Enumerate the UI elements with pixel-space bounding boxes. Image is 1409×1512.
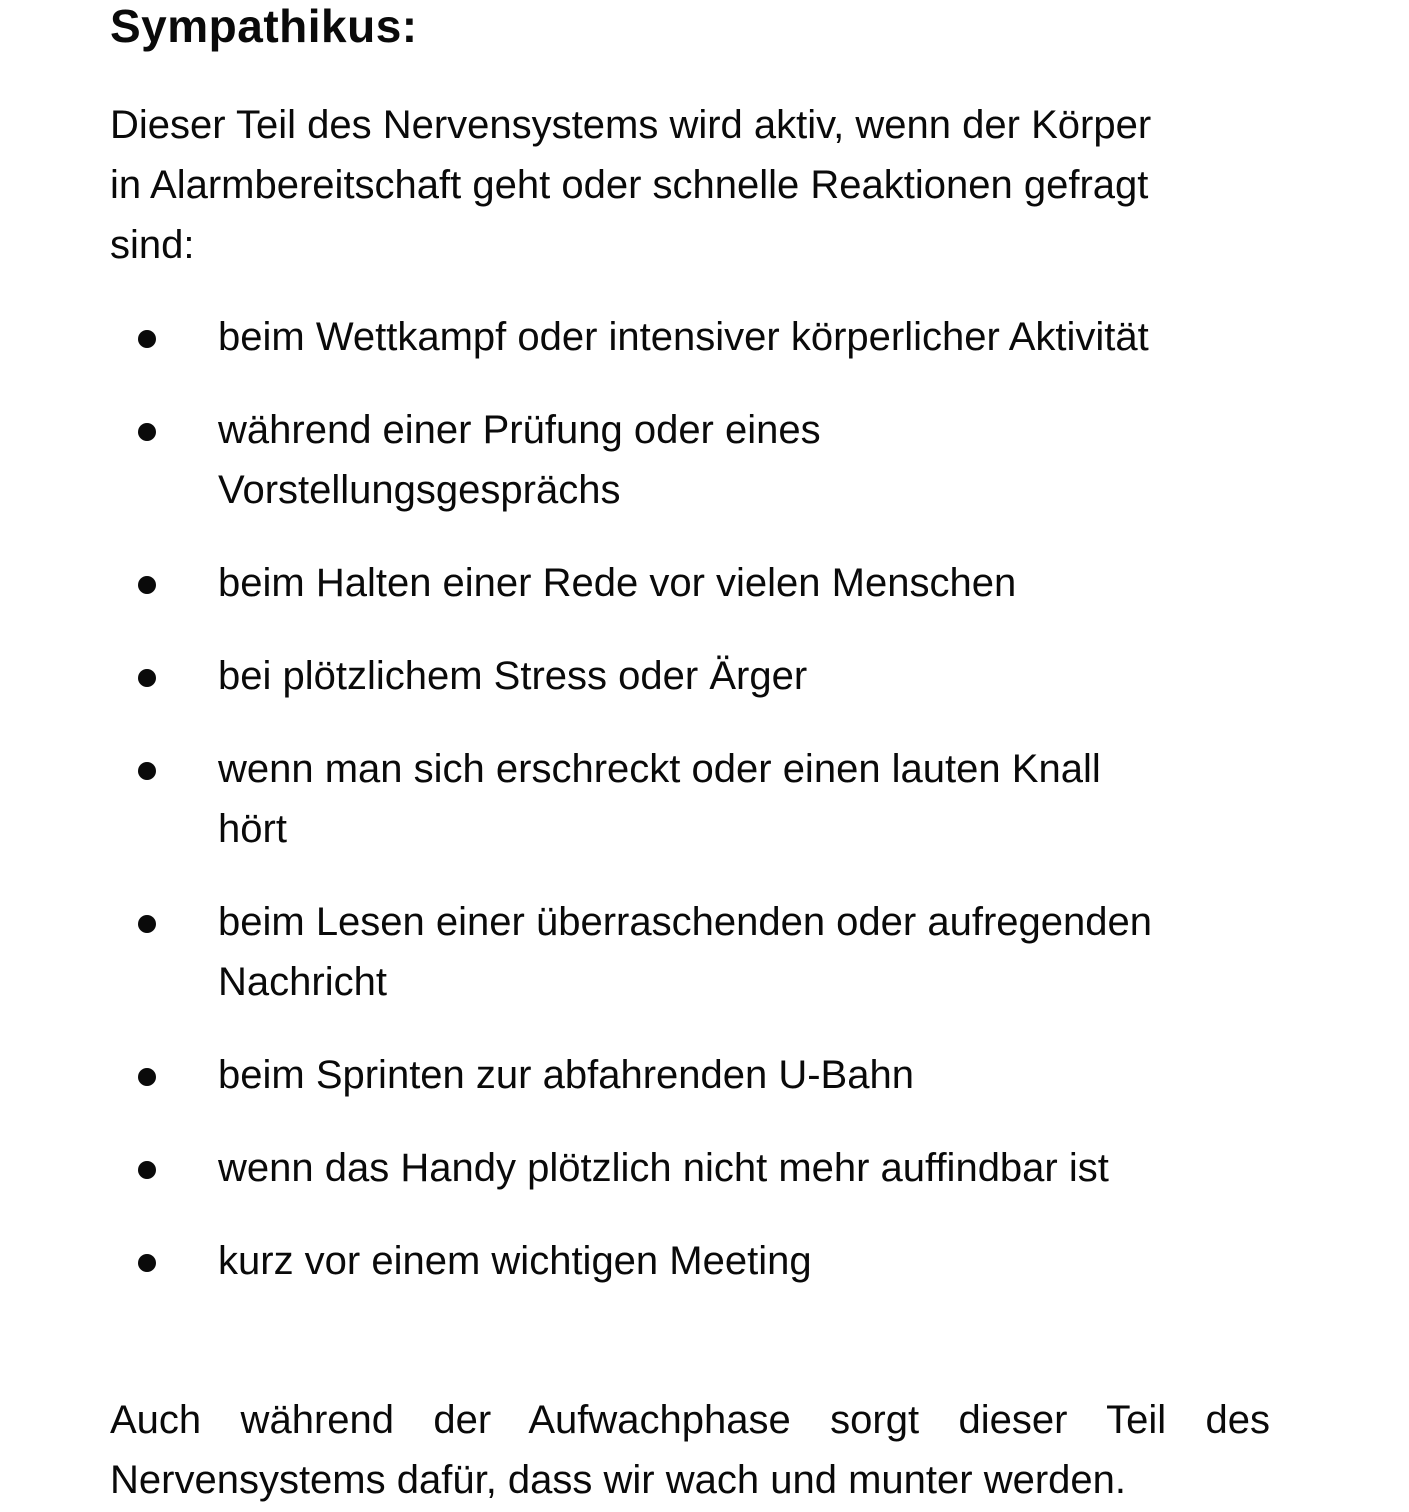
bullet-marker-column [110,1138,218,1198]
bullet-text [218,1045,914,1105]
bullet-text [218,1138,1109,1198]
bullet-item [110,1045,1270,1105]
bullet-marker-column [110,1045,218,1105]
text-line: beim Halten einer Rede vor vielen Menschen [218,561,1017,605]
text-line: wenn das Handy plötzlich nicht mehr auffindbar ist [218,1146,1109,1190]
bullet-text [218,646,807,706]
intro-paragraph [110,95,1270,275]
text-line: wenn man sich erschreckt oder einen lauten Knall [218,747,1101,791]
text-line: Vorstellungsgesprächs [218,468,621,512]
bullet-text [218,1231,812,1291]
text-line: Nachricht [218,960,387,1004]
text-line: Nervensystems dafür, dass wir wach und munter werden. [110,1458,1126,1502]
bullet-icon [138,423,156,441]
bullet-item [110,553,1270,613]
bullet-item [110,892,1270,1012]
bullet-text [218,553,1016,613]
text-line: kurz vor einem wichtigen Meeting [218,1239,812,1283]
text-line: beim Sprinten zur abfahrenden U-Bahn [218,1053,914,1097]
bullet-icon [138,1254,156,1272]
bullet-icon [138,669,156,687]
bullet-icon [138,762,156,780]
text-line: sind: [110,223,195,267]
bullet-text [218,307,1149,367]
text-line: bei plötzlichem Stress oder Ärger [218,654,808,698]
bullet-icon [138,576,156,594]
bullet-marker-column [110,400,218,520]
bullet-item [110,400,1270,520]
bullet-item [110,1231,1270,1291]
text-line: Auch während der Aufwachphase sorgt dieser Teil des [110,1398,1270,1442]
bullet-marker-column [110,646,218,706]
bullet-icon [138,915,156,933]
bullet-icon [138,330,156,348]
bullet-item [110,739,1270,859]
text-line: in Alarmbereitschaft geht oder schnelle Reaktionen gefragt [110,163,1149,207]
bullet-list [110,307,1270,1324]
bullet-marker-column [110,307,218,367]
bullet-item [110,646,1270,706]
bullet-icon [138,1068,156,1086]
bullet-text [218,739,1101,859]
outro-paragraph [110,1390,1270,1510]
text-line: hört [218,807,287,851]
text-line: beim Lesen einer überraschenden oder aufregenden [218,900,1153,944]
bullet-icon [138,1161,156,1179]
bullet-marker-column [110,1231,218,1291]
bullet-item [110,1138,1270,1198]
bullet-text [218,400,821,520]
bullet-marker-column [110,553,218,613]
text-line: beim Wettkampf oder intensiver körperlicher Aktivität [218,315,1149,359]
bullet-marker-column [110,739,218,859]
bullet-text [218,892,1152,1012]
page-title: Sympathikus: [110,0,418,52]
text-line: Dieser Teil des Nervensystems wird aktiv, wenn der Körper [110,103,1152,147]
bullet-item [110,307,1270,367]
text-line: während einer Prüfung oder eines [218,408,821,452]
bullet-marker-column [110,892,218,1012]
